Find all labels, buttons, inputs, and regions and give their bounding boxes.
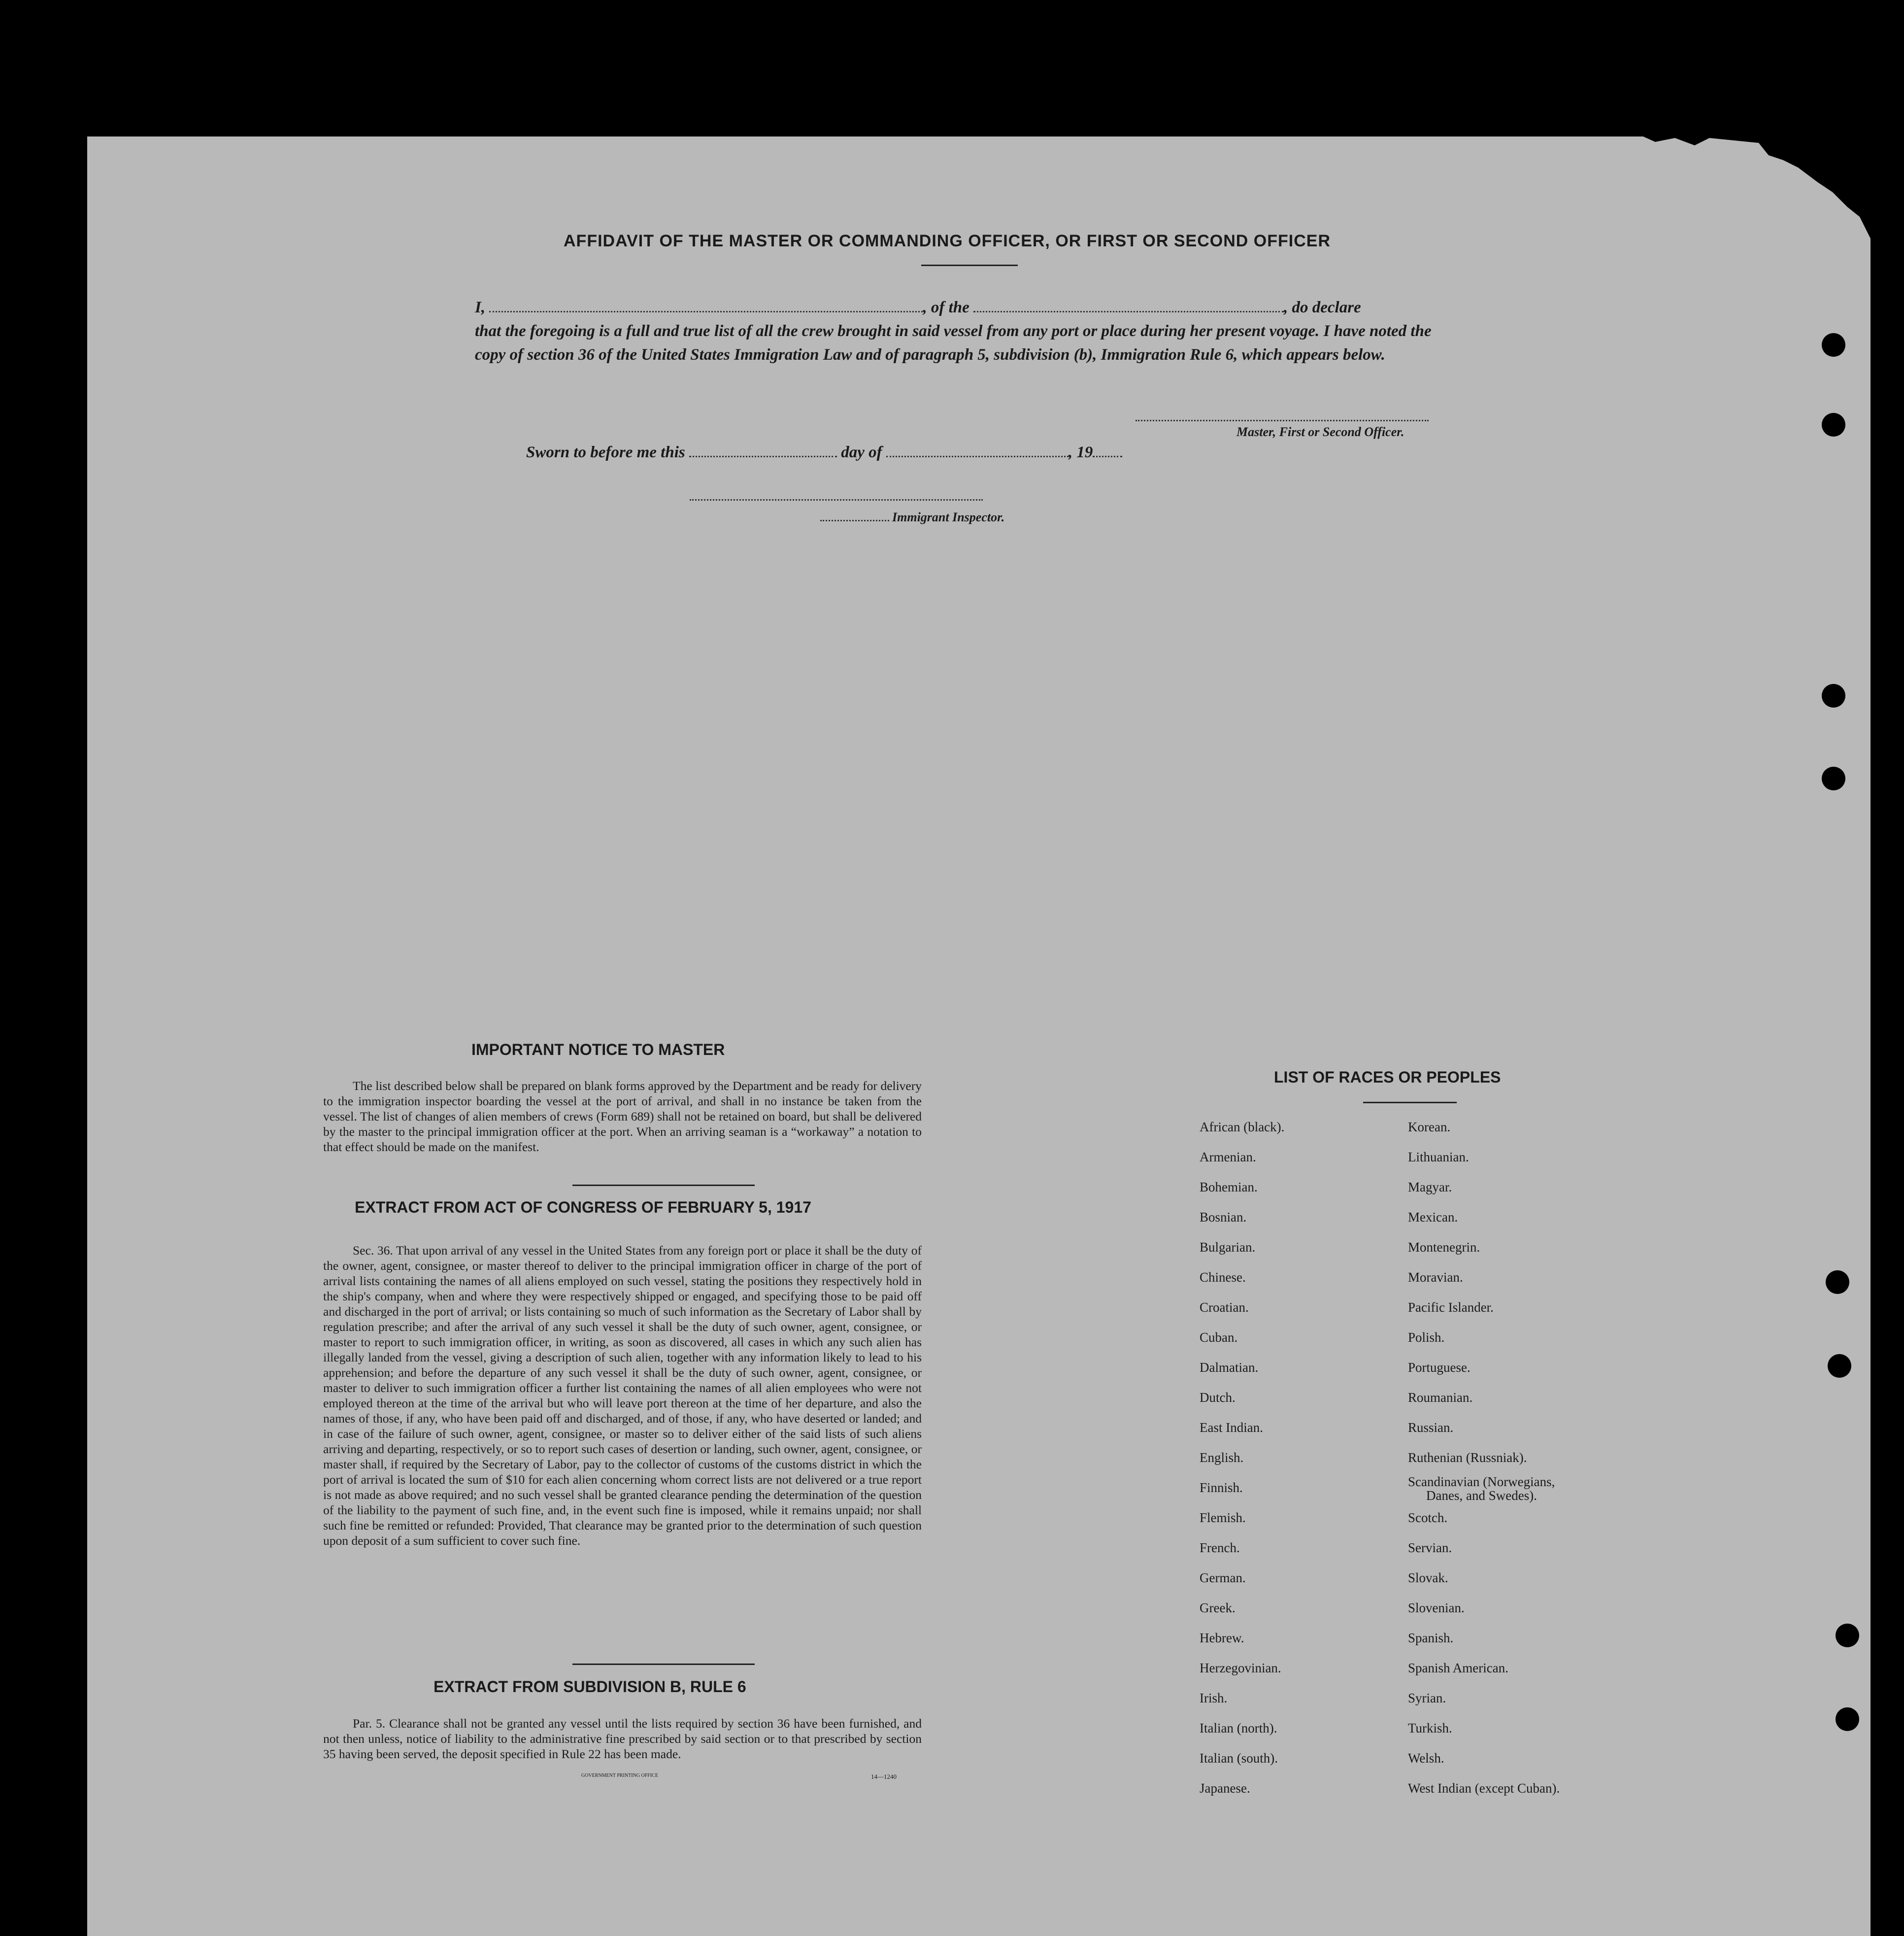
race-item: Bohemian. [1200,1180,1258,1194]
affidavit-title: AFFIDAVIT OF THE MASTER OR COMMANDING OFFICER, OR FIRST OR SECOND OFFICER [564,232,1331,250]
race-item: Greek. [1200,1600,1236,1615]
race-item: Syrian. [1408,1691,1446,1705]
race-item: Pacific Islander. [1408,1300,1494,1315]
race-item: Ruthenian (Russniak). [1408,1450,1527,1465]
notice-title: IMPORTANT NOTICE TO MASTER [471,1041,725,1058]
race-item: German. [1200,1570,1246,1585]
race-item: Slovak. [1408,1570,1448,1585]
race-item: Russian. [1408,1420,1454,1435]
race-item: Bosnian. [1200,1210,1247,1224]
race-item: Spanish. [1408,1630,1454,1645]
act-extract-title: EXTRACT FROM ACT OF CONGRESS OF FEBRUARY 5, 1917 [355,1198,811,1216]
race-item: Moravian. [1408,1270,1463,1285]
race-item: Portuguese. [1408,1360,1470,1375]
race-item: Finnish. [1200,1480,1243,1495]
race-item: East Indian. [1200,1420,1263,1435]
act-extract-text: Sec. 36. That upon arrival of any vessel in the United States from any foreign port or place it shall be the duty of the owner, agent, consignee, or master thereof to deliver to the principal immigration officer in charge of the port of arrival lists containing the names of all aliens employed on such vessel, stating the positions they respectively hold in the ship's company, when and where they were respectively shipped or engaged, and specifying those to be paid off and discharged in the port of arrival; or lists containing so much of such information as the Secretary of Labor shall by regulation prescribe; and after the arrival of any such vessel it shall be the duty of such owner, agent, consignee, or master to report to such immigration officer, in writing, as soon as discovered, all cases in which any such alien has illegally landed from the vessel, giving a description of such alien, together with any information likely to lead to his apprehension; and before the departure of any such vessel it shall be the duty of such owner, agent, consignee, or master to deliver to such immigration officer a further list containing the names of all alien employees who were not employed thereon at the time of the arrival but who will leave port thereon at the time of her departure, and also the names of those, if any, who have been paid off and discharged, and of those, if any, who have deserted or landed; and in case of the failure of such owner, agent, consignee, or master so to deliver either of the said lists of such aliens arriving and departing, respectively, or so to report such cases of desertion or landing, such owner, agent, consignee, or master shall, if required by the Secretary of Labor, pay to the collector of customs of the customs district in which the port of arrival is located the sum of $10 for each alien concerning whom correct lists are not delivered or a true report is not made as above required; and no such vessel shall be granted clearance pending the determination of the question of the liability to the payment of such fine, and, in the event such fine is imposed, while it remains unpaid; nor shall such fine be remitted or refunded: Provided, That clearance may be granted prior to the determination of such question upon deposit of a sum sufficient to cover such fine. [323,1243,922,1548]
declaration-i-label: I, [475,299,486,316]
rule-extract-text: Par. 5. Clearance shall not be granted any vessel until the lists required by section 36 have been furnished, and not then unless, notice of liability to the administrative fine prescribed by said section or to that prescribed by section 35 having been served, the deposit specified in Rule 22 has been made. [323,1716,922,1761]
signature-label: Master, First or Second Officer. [1236,425,1404,439]
declaration-block [475,296,1465,367]
race-item: Cuban. [1200,1330,1238,1345]
race-item: Flemish. [1200,1510,1246,1525]
race-item: Irish. [1200,1691,1228,1705]
sworn-day-field[interactable] [689,444,837,457]
race-item: African (black). [1200,1120,1285,1134]
form-number: 14—1240 [871,1773,897,1780]
inspector-label-line [820,510,1004,525]
sworn-year-field[interactable] [1093,444,1122,457]
race-item: Japanese. [1200,1781,1250,1796]
sworn-line [526,443,1122,462]
sworn-prefix: Sworn to before me this [526,443,685,461]
declaration-text: that the foregoing is a full and true list of all the crew brought in said vessel from any port or place during her present voyage. I have noted the copy of section 36 of the United States Immigration Law and of paragraph 5, subdivision (b), Immigration Rule 6, which appears below. [475,322,1432,364]
notice-divider [572,1185,755,1186]
race-item: Dalmatian. [1200,1360,1259,1375]
race-item: Scandinavian (Norwegians, [1408,1474,1555,1489]
binder-hole [1836,1707,1859,1731]
race-item: Herzegovinian. [1200,1661,1281,1675]
binder-hole [1836,1624,1859,1647]
of-the-label: , of the [923,299,969,316]
inspector-signature-field[interactable] [690,499,983,501]
race-item: Croatian. [1200,1300,1249,1315]
race-item: West Indian (except Cuban). [1408,1781,1560,1796]
binder-hole [1822,333,1845,357]
do-declare-label: , do declare [1284,299,1361,316]
race-item: Korean. [1408,1120,1451,1134]
act-divider [572,1664,755,1665]
race-item: Magyar. [1408,1180,1452,1194]
title-underline [921,265,1018,266]
document-page [87,136,1871,1936]
race-item: French. [1200,1540,1240,1555]
race-item: Slovenian. [1408,1600,1465,1615]
race-item: Italian (north). [1200,1721,1277,1735]
day-of-label: day of [841,443,882,461]
binder-hole [1826,1270,1849,1294]
binder-hole [1822,684,1845,708]
race-item: Roumanian. [1408,1390,1473,1405]
binder-hole [1822,767,1845,790]
race-item: Hebrew. [1200,1630,1244,1645]
race-item: Dutch. [1200,1390,1236,1405]
year-prefix: , 19 [1068,443,1093,461]
sworn-month-field[interactable] [886,444,1069,457]
race-item: Polish. [1408,1330,1445,1345]
race-item: Spanish American. [1408,1661,1508,1675]
races-underline [1363,1102,1457,1103]
race-item: Bulgarian. [1200,1240,1256,1255]
race-item: Armenian. [1200,1150,1256,1164]
name-field[interactable] [489,299,923,312]
printer-imprint: GOVERNMENT PRINTING OFFICE [581,1773,658,1778]
race-item: Scotch. [1408,1510,1448,1525]
race-item: Italian (south). [1200,1751,1278,1766]
race-item: Montenegrin. [1408,1240,1480,1255]
notice-text: The list described below shall be prepared on blank forms approved by the Department and be ready for delivery to the immigration inspector boarding the vessel at the port of arrival, and shall in no instance be taken from the vessel. The list of changes of alien members of crews (Form 689) shall not be retained on board, but shall be delivered by the master to the principal immigration officer at the port. When an arriving seaman is a “workaway” a notation to that effect should be made on the manifest. [323,1079,922,1154]
binder-hole [1828,1354,1851,1378]
race-item: Turkish. [1408,1721,1452,1735]
race-item: Lithuanian. [1408,1150,1469,1164]
race-item: Mexican. [1408,1210,1458,1224]
rule-extract-title: EXTRACT FROM SUBDIVISION B, RULE 6 [434,1678,746,1696]
vessel-field[interactable] [973,299,1284,312]
race-item: Welsh. [1408,1751,1444,1766]
race-item: English. [1200,1450,1244,1465]
race-item: Servian. [1408,1540,1452,1555]
torn-corner [1636,133,1872,241]
race-item: Danes, and Swedes). [1426,1488,1537,1503]
inspector-name-field[interactable] [820,513,889,521]
inspector-label: Immigrant Inspector. [892,510,1005,524]
binder-hole [1822,413,1845,437]
signature-field[interactable] [1136,420,1429,421]
races-title: LIST OF RACES OR PEOPLES [1274,1068,1501,1086]
race-item: Chinese. [1200,1270,1246,1285]
